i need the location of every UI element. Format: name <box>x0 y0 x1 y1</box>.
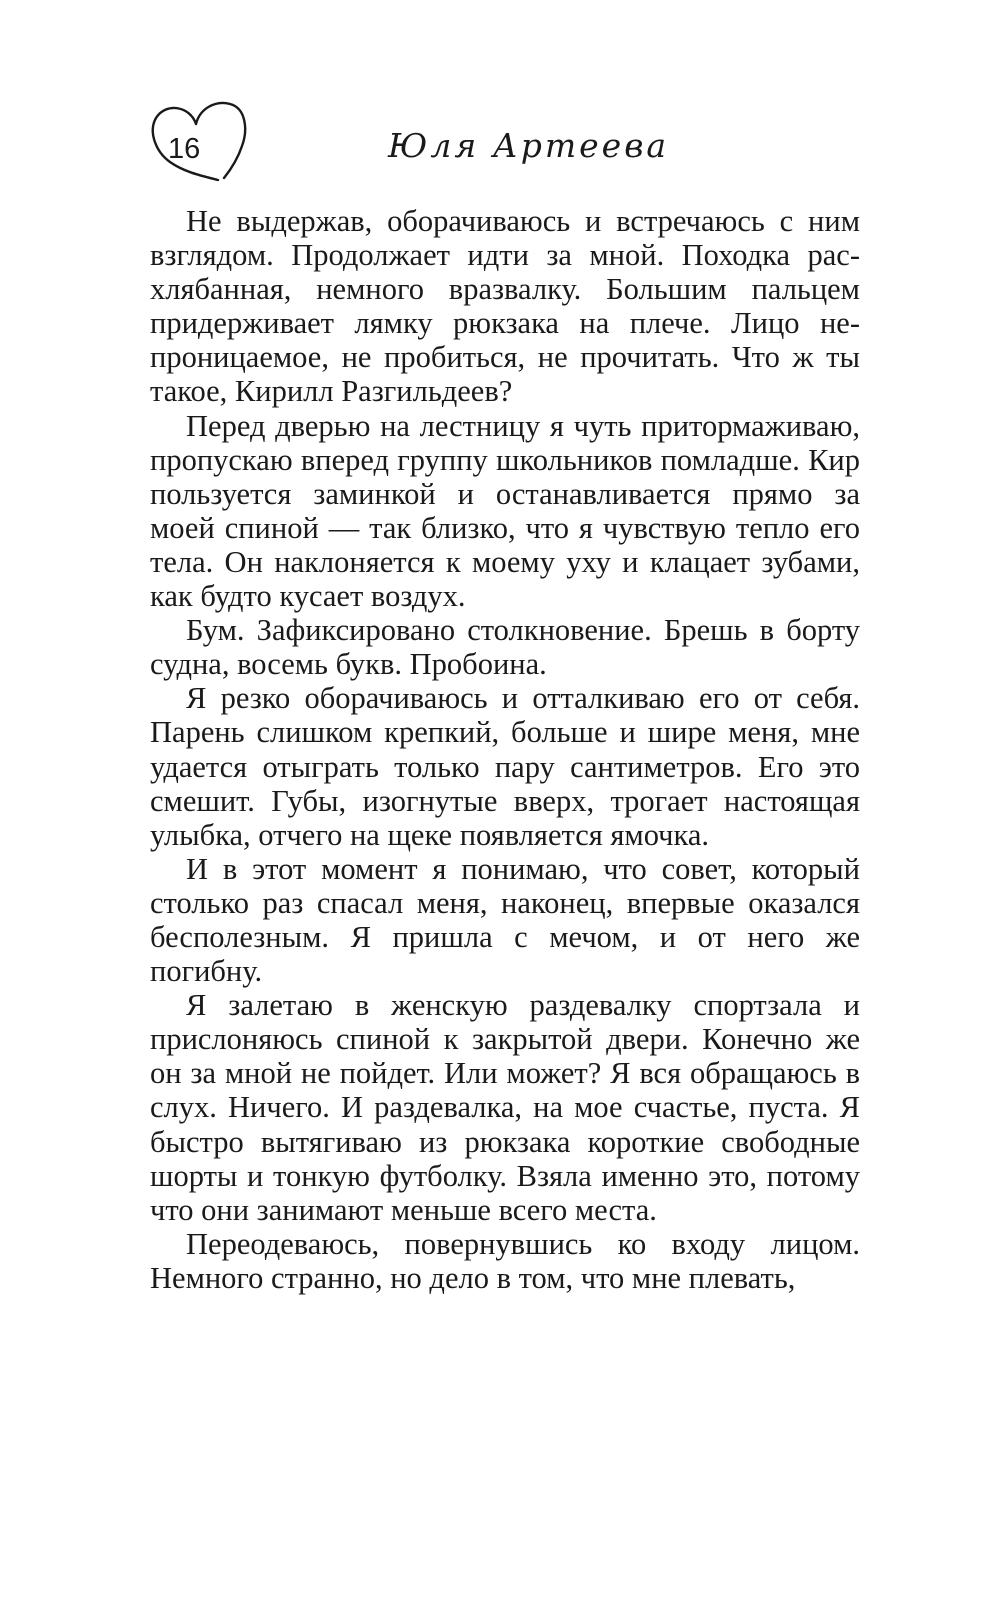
paragraph: Не выдержав, оборачиваюсь и встречаюсь с ним взглядом. Продолжает идти за мной. Походка расхлябанная, немного вразвалку. Большим пальцем придерживает лямку рюкзака на плече. Лицо непроницаемое, не пробиться, не прочитать. Что ж ты такое, Кирилл Разгильдеев? <box>150 204 860 409</box>
paragraph: Я резко оборачиваюсь и отталкиваю его от себя. Парень слишком крепкий, больше и шире меня, мне удается отыграть только пару сантиметров. Его это смешит. Губы, изогнутые вверх, трогает настоящая улыбка, отчего на щеке появляется ямочка. <box>150 681 860 852</box>
running-header-author: Юля Артеева <box>388 126 670 165</box>
paragraph: Перед дверью на лестницу я чуть притормаживаю, пропускаю вперед группу школьников помладше. Кир пользуется заминкой и останавливается прямо за моей спиной — так близко, что я чувствую тепло его тела. Он наклоняется к моему уху и клацает зубами, как будто кусает воздух. <box>150 408 860 614</box>
page-header <box>0 0 1000 200</box>
page-number: 16 <box>168 133 201 165</box>
paragraph: Я залетаю в женскую раздевалку спортзала и прислоняюсь спиной к закрытой двери. Конечно же он за мной не пойдет. Или может? Я вся обращаюсь в слух. Ничего. И раздевалка, на мое счастье, пуста. Я быстро вытягиваю из рюкзака короткие свободные шорты и тонкую футболку. Взяла именно это, потому что они занимают меньше всего места. <box>150 988 860 1227</box>
paragraph: И в этот момент я понимаю, что совет, который столько раз спасал меня, наконец, впервые оказался бесполезным. Я пришла с мечом, и от него же погибну. <box>150 851 860 989</box>
body-text <box>150 204 860 1295</box>
paragraph: Переодеваюсь, повернувшись ко входу лицом. Немного странно, но дело в том, что мне плевать, <box>150 1226 860 1295</box>
paragraph: Бум. Зафиксировано столкновение. Брешь в борту судна, восемь букв. Пробоина. <box>150 613 860 682</box>
